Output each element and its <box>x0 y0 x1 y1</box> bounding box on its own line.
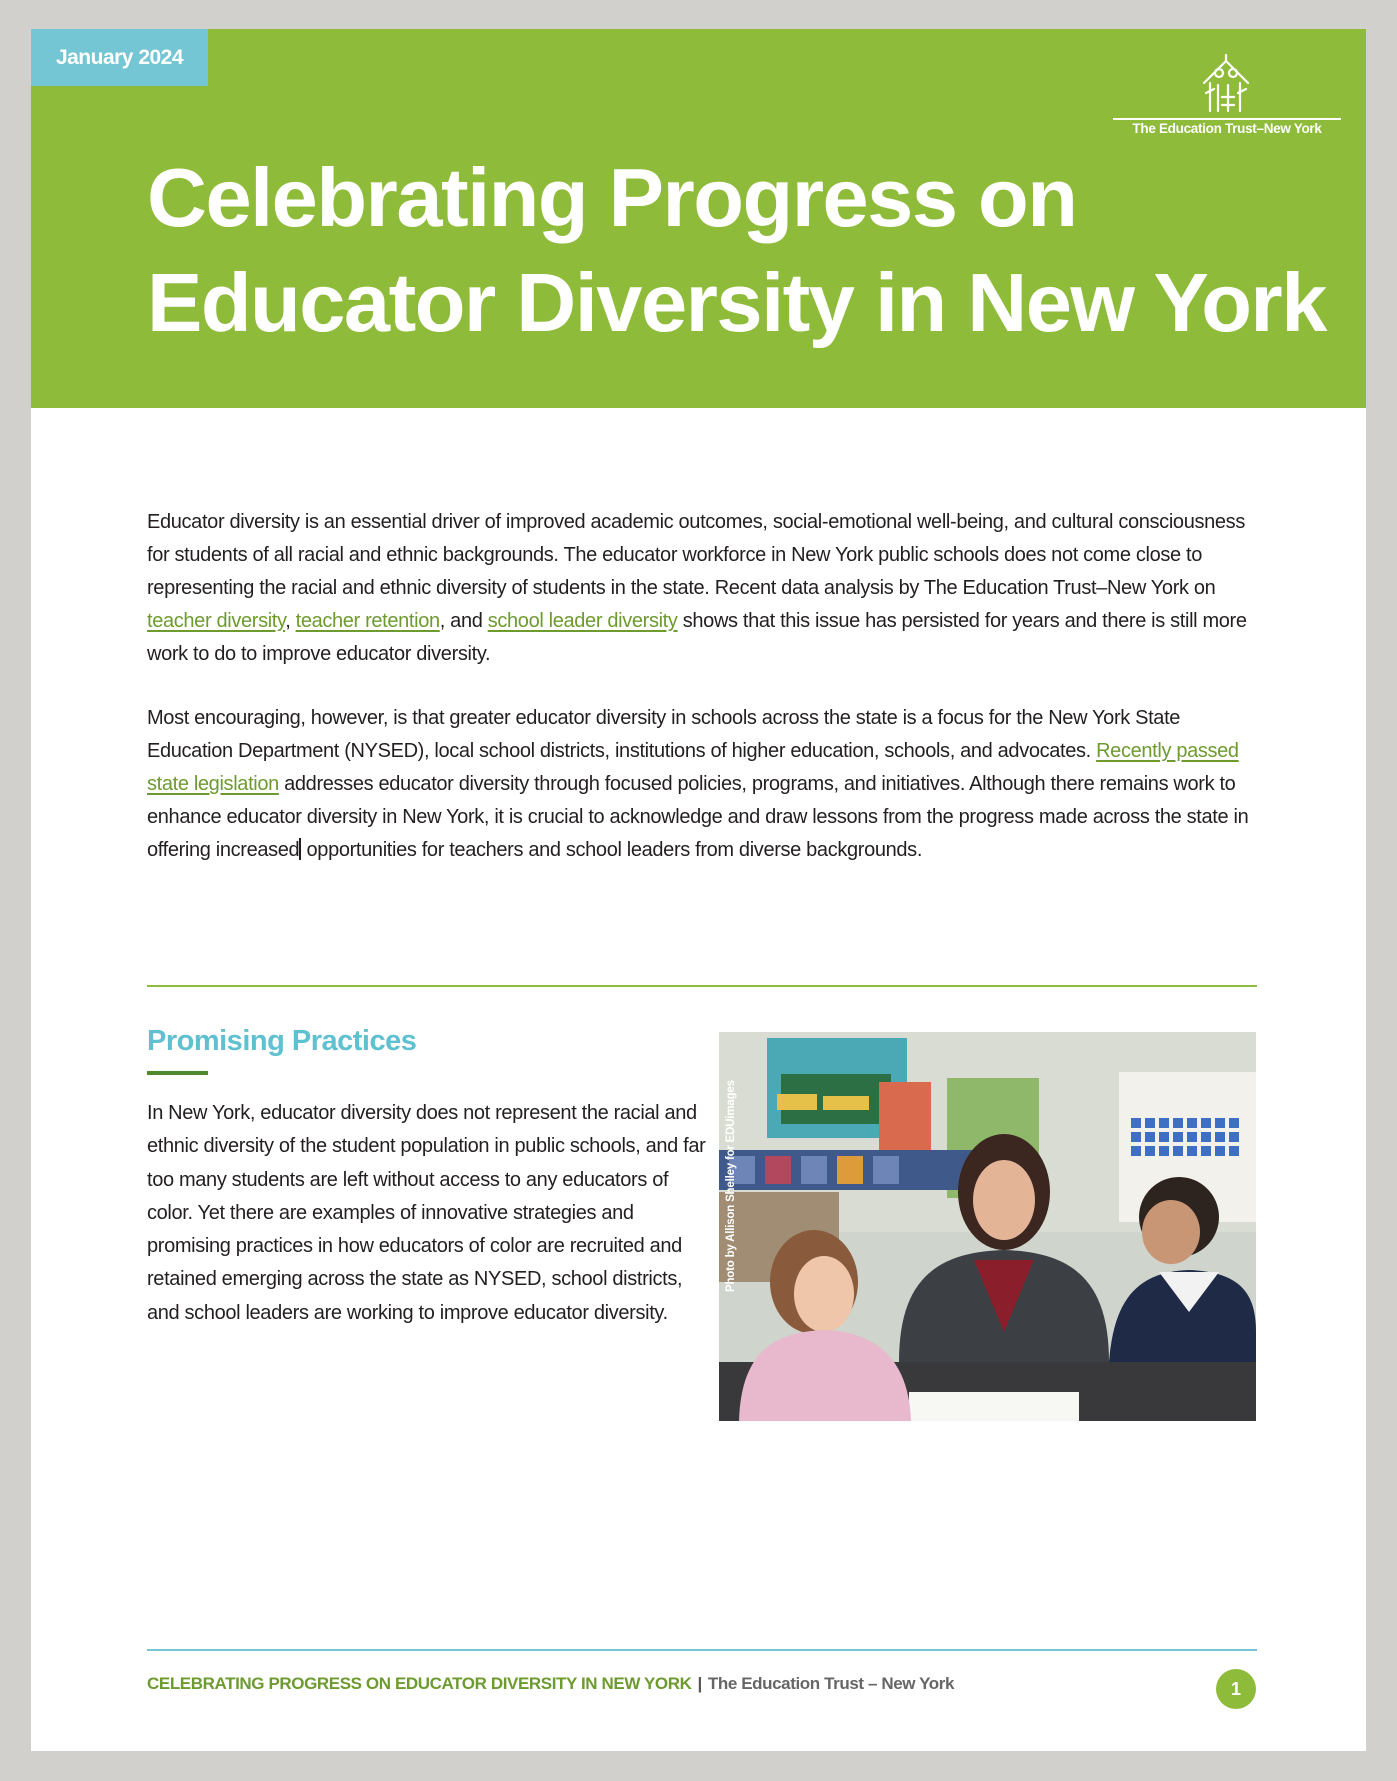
date-tag: January 2024 <box>31 29 208 86</box>
header-banner <box>31 29 1366 408</box>
section-divider <box>147 985 1257 987</box>
footer <box>147 1674 954 1694</box>
title-line-2: Educator Diversity in New York <box>147 256 1326 349</box>
intro-p2-text-b: addresses educator diversity through focused policies, programs, and initiatives. Although there remains work to enhance educator diversity in New York, it is crucial to acknowledge and draw lessons from the progress made across the state in offering increased <box>147 773 1249 861</box>
classroom-illustration <box>719 1032 1256 1421</box>
classroom-photo <box>719 1032 1256 1421</box>
intro-paragraph-1 <box>147 506 1257 671</box>
footer-separator: | <box>697 1674 702 1693</box>
page-number-badge: 1 <box>1216 1669 1256 1709</box>
footer-org: The Education Trust – New York <box>707 1674 955 1693</box>
section-heading-underline <box>147 1071 208 1075</box>
intro-p1-text-b: , <box>285 610 296 632</box>
title-line-1: Celebrating Progress on <box>147 151 1077 244</box>
intro-p1-text-d: shows that this issue has persisted for years and there is still more work to do to improve educator diversity. <box>147 610 1247 665</box>
intro-paragraph-2 <box>147 702 1257 867</box>
page-title <box>147 145 1326 355</box>
section-heading: Promising Practices <box>147 1025 417 1057</box>
intro-p2-text-c: opportunities for teachers and school leaders from diverse backgrounds. <box>301 839 923 861</box>
footer-title: CELEBRATING PROGRESS ON EDUCATOR DIVERSITY IN NEW YORK <box>147 1674 692 1693</box>
document-page <box>31 29 1366 1751</box>
photo-credit: Photo by Allison Shelley for EDUimages <box>725 1080 737 1292</box>
intro-p1-text-a: Educator diversity is an essential driver of improved academic outcomes, social-emotional well-being, and cultural consciousness for students of all racial and ethnic backgrounds. The educator workforce in New York public schools does not come close to representing the racial and ethnic diversity of students in the state. Recent data analysis by The Education Trust–New York on <box>147 511 1245 599</box>
footer-rule <box>147 1649 1257 1651</box>
teacher-retention-link[interactable]: teacher retention <box>295 610 440 632</box>
intro-p1-text-c: , and <box>439 610 488 632</box>
logo-text: The Education Trust–New York <box>1132 121 1322 136</box>
teacher-diversity-link[interactable]: teacher diversity <box>147 610 286 632</box>
org-logo <box>1113 49 1343 154</box>
logo-rule <box>1113 118 1341 120</box>
school-house-icon <box>1198 49 1254 115</box>
intro-p2-text-a: Most encouraging, however, is that greater educator diversity in schools across the state is a focus for the New York State Education Department (NYSED), local school districts, institutions of higher education, schools, and advocates. <box>147 707 1181 762</box>
school-leader-diversity-link[interactable]: school leader diversity <box>487 610 678 632</box>
intro-text <box>147 506 1257 898</box>
state-legislation-link[interactable]: Recently passed state legislation <box>147 740 1239 795</box>
section-body: In New York, educator diversity does not represent the racial and ethnic diversity of the student population in public schools, and far too many students are left without access to any educators of color. Yet there are examples of innovative strategies and promising practices in how educators of color are recruited and retained emerging across the state as NYSED, school districts, and school leaders are working to improve educator diversity. <box>147 1102 706 1324</box>
